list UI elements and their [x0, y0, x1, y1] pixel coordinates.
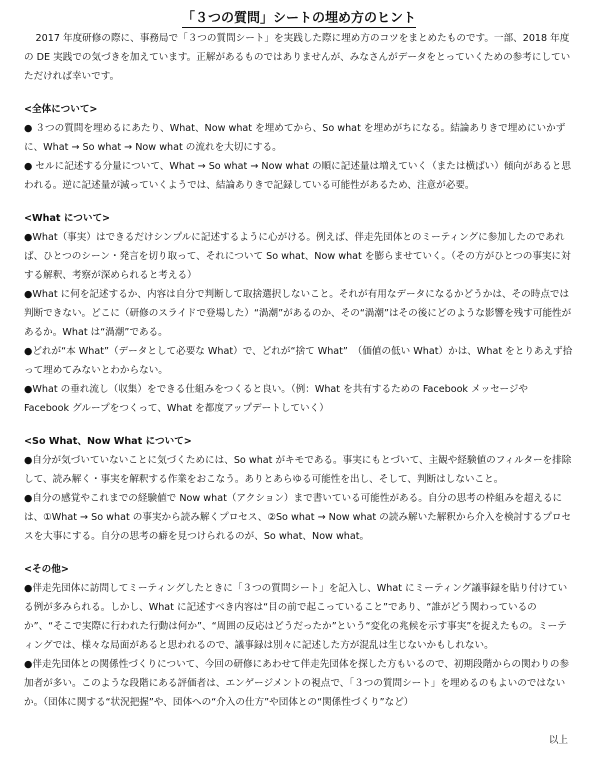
document-title-text: 「３つの質問」シートの埋め方のヒント [181, 11, 416, 26]
section-heading: <その他> [24, 564, 69, 575]
section-paragraph: ●What（事実）はできるだけシンプルに記述するように心がける。例えば、伴走先団体とのミーティングに参加したのであれば、ひとつのシーン・発言を切り取って、それについて So what、Now what を膨らませていく。（その方がひとつの事実に対する解釈、考察が深められると考える） [24, 232, 571, 281]
section-paragraph: ●どれが“本 What”（データとして必要な What）で、どれが“捨て What” （価値の低い What）かは、What をとりあえず拾って埋めてみないとわからない。 [24, 346, 573, 376]
section-paragraph: ●自分が気づいていないことに気づくためには、So what がキモである。事実にもとづいて、主観や経験値のフィルターを排除して、読み解く・事実を解釈する作業をおこなう。ありとあらゆる可能性を出し、そして、判断はしないこと。 [24, 455, 572, 485]
section-overall [24, 100, 574, 195]
section-paragraph: ● ３つの質問を埋めるにあたり、What、Now what を埋めてから、So what を埋めがちになる。結論ありきで埋めにいかずに、What → So what → Now what の流れを大切にする。 [24, 123, 566, 153]
section-heading: <So What、Now What について> [24, 436, 192, 447]
document-title [24, 9, 574, 29]
section-paragraph: ●What の垂れ流し（収集）をできる仕組みをつくると良い。（例：What を共有するための Facebook メッセージや Facebook グループをつくって、What を都度アップデートしていく） [24, 384, 529, 414]
section-heading: <What について> [24, 213, 111, 224]
section-paragraph: ●What に何を記述するか、内容は自分で判断して取捨選択しないこと。それが有用なデータになるかどうかは、その時点では判断できない。どこに（研修のスライドで登場した）“渦潮”があるのか、その“渦潮”はその後にどのような影響を残す可能性があるか。What は“渦潮”である。 [24, 289, 572, 338]
intro-paragraph: 2017 年度研修の際に、事務局で「３つの質問シート」を実践した際に埋め方のコツをまとめたものです。一部、2018 年度の DE 実践での気づきを加えています。正解があるものではありませんが、みなさんがデータをとっていくための参考にしていただければ幸いです。 [24, 33, 571, 82]
section-heading: <全体について> [24, 104, 98, 115]
section-paragraph: ●自分の感覚やこれまでの経験値で Now what（アクション）まで書いている可能性がある。自分の思考の枠組みを超えるには、①What → So what の事実から読み解くプロセス、②So what → Now what の読み解いた解釈から介入を検討するプロセスを大事にする。自分の思考の癖を見つけられるのが、So what、Now what。 [24, 493, 572, 542]
section-paragraph: ●伴走先団体に訪問してミーティングしたときに「３つの質問シート」を記入し、What にミーティング議事録を貼り付けている例が多みられる。しかし、What に記述すべき内容は“目の前で起こっていること”であり、“誰がどう関わっているのか”、“そこで実際に行われた行動は何か”、“周囲の反応はどうだったか”という“変化の兆候を示す事実”を捉えたもの。ミーティングでは、様々な局面があると思われるので、議事録は別々に記述した方が混乱は生じないかもしれない。 [24, 583, 568, 651]
section-what [24, 209, 574, 418]
closing-text: 以上 [548, 735, 568, 746]
section-paragraph: ● セルに記述する分量について、What → So what → Now what の順に記述量は増えていく（または横ばい）傾向があると思われる。逆に記述量が減っていくようでは、結論ありきで記録している可能性があるため、注意が必要。 [24, 161, 571, 191]
section-so-what-now-what [24, 432, 574, 546]
section-other [24, 560, 574, 712]
section-paragraph: ●伴走先団体との関係性づくりについて、今回の研修にあわせて伴走先団体を探した方もいるので、初期段階からの関わりの参加者が多い。このような段階にある評価者は、エンゲージメントの視点で、「３つの質問シート」を埋めるのもよいのではないか。（団体に関する“状況把握”や、団体への“介入の仕方”や団体との“関係性づくり”など） [24, 659, 570, 708]
